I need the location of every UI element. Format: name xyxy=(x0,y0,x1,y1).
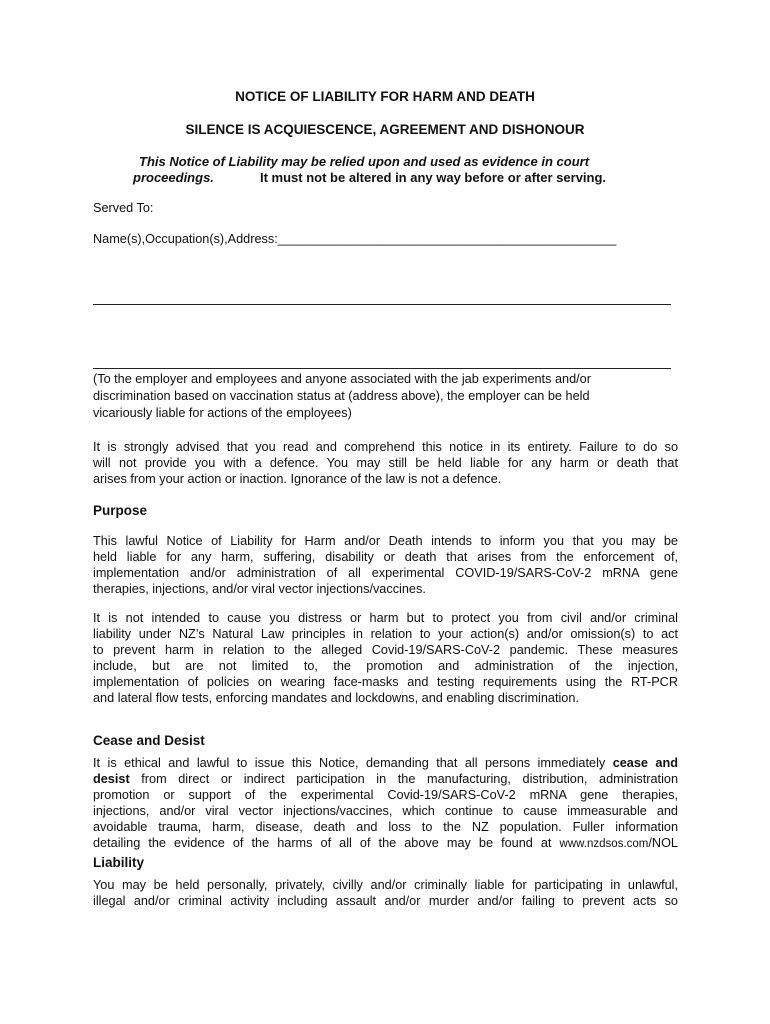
liability-line: You may be held personally, privately, civilly and/or criminally liable for participating in unlawful, xyxy=(93,878,678,892)
liability-paragraph xyxy=(93,877,678,909)
cease-line: avoidable trauma, harm, disease, death and loss to the NZ population. Fuller information xyxy=(93,820,678,834)
liability-line: illegal and/or criminal activity including assault and/or murder and/or failing to prevent acts so xyxy=(93,894,678,908)
liability-heading: Liability xyxy=(93,855,145,870)
purpose-line: This lawful Notice of Liability for Harm and/or Death intends to inform you that you may be xyxy=(93,534,678,548)
purpose-line: therapies, injections, and/or viral vector injections/vaccines. xyxy=(93,582,426,596)
purpose-line: include, but are not limited to, the promotion and administration of the injection, xyxy=(93,659,678,673)
purpose-line: implementation of policies on wearing face-masks and testing requirements using the RT-PCR xyxy=(93,675,678,689)
cease-line: injections, and/or viral vector injections/vaccines, which continue to cause immeasurable and xyxy=(93,804,678,818)
cease-desist-paragraph xyxy=(93,755,678,852)
nzdsos-link[interactable]: www.nzdsos.com xyxy=(559,838,649,850)
advice-line: arises from your action or inaction. Ignorance of the law is not a defence. xyxy=(93,472,502,486)
purpose-line: liability under NZ’s Natural Law principles in relation to your action(s) and/or omission(s) to act xyxy=(93,627,678,641)
purpose-line: held liable for any harm, suffering, disability or death that arises from the enforcement of, xyxy=(93,550,678,564)
notice-evidence-line-1: This Notice of Liability may be relied upon and used as evidence in court xyxy=(139,154,590,169)
purpose-paragraph-2 xyxy=(93,610,678,706)
cease-line: promotion or support of the experimental Covid-19/SARS-CoV-2 mRNA gene therapies, xyxy=(93,788,678,802)
names-address-field[interactable]: Name(s),Occupation(s),Address:________________________________________________ xyxy=(93,232,617,246)
served-to-label: Served To: xyxy=(93,201,154,215)
advice-line: will not provide you with a defence. You may still be held liable for any harm or death that xyxy=(93,456,678,470)
blank-address-line-1[interactable] xyxy=(93,304,671,305)
notice-evidence-line-2: proceedings. xyxy=(133,170,214,185)
employer-note-line: vicariously liable for actions of the employees) xyxy=(93,406,352,421)
advice-paragraph xyxy=(93,439,678,487)
employer-note-line: discrimination based on vaccination status at (address above), the employer can be held xyxy=(93,389,590,404)
cease-desist-heading: Cease and Desist xyxy=(93,733,205,748)
purpose-heading: Purpose xyxy=(93,503,148,518)
document-title: NOTICE OF LIABILITY FOR HARM AND DEATH xyxy=(235,89,535,104)
employer-note-line: (To the employer and employees and anyone associated with the jab experiments and/or xyxy=(93,372,591,386)
cease-line: detailing the evidence of the harms of all of the above may be found at www.nzdsos.com/NOL xyxy=(93,836,678,850)
purpose-line: and lateral flow tests, enforcing mandates and lockdowns, and enabling discrimination. xyxy=(93,691,579,705)
employer-note xyxy=(93,371,591,423)
cease-line: desist from direct or indirect participation in the manufacturing, distribution, administration xyxy=(93,772,678,786)
purpose-line: implementation and/or administration of all experimental COVID-19/SARS-CoV-2 mRNA gene xyxy=(93,566,678,580)
purpose-line: It is not intended to cause you distress or harm but to protect you from civil and/or criminal xyxy=(93,611,678,625)
purpose-line: to prevent harm in relation to the alleged Covid-19/SARS-CoV-2 pandemic. These measures xyxy=(93,643,678,657)
blank-address-line-2[interactable] xyxy=(93,368,671,369)
purpose-paragraph-1 xyxy=(93,533,678,597)
document-subtitle: SILENCE IS ACQUIESCENCE, AGREEMENT AND DISHONOUR xyxy=(185,122,585,137)
notice-not-altered: It must not be altered in any way before or after serving. xyxy=(260,170,607,185)
advice-line: It is strongly advised that you read and comprehend this notice in its entirety. Failure to do so xyxy=(93,440,678,454)
cease-line: It is ethical and lawful to issue this Notice, demanding that all persons immediately cease and xyxy=(93,756,678,770)
